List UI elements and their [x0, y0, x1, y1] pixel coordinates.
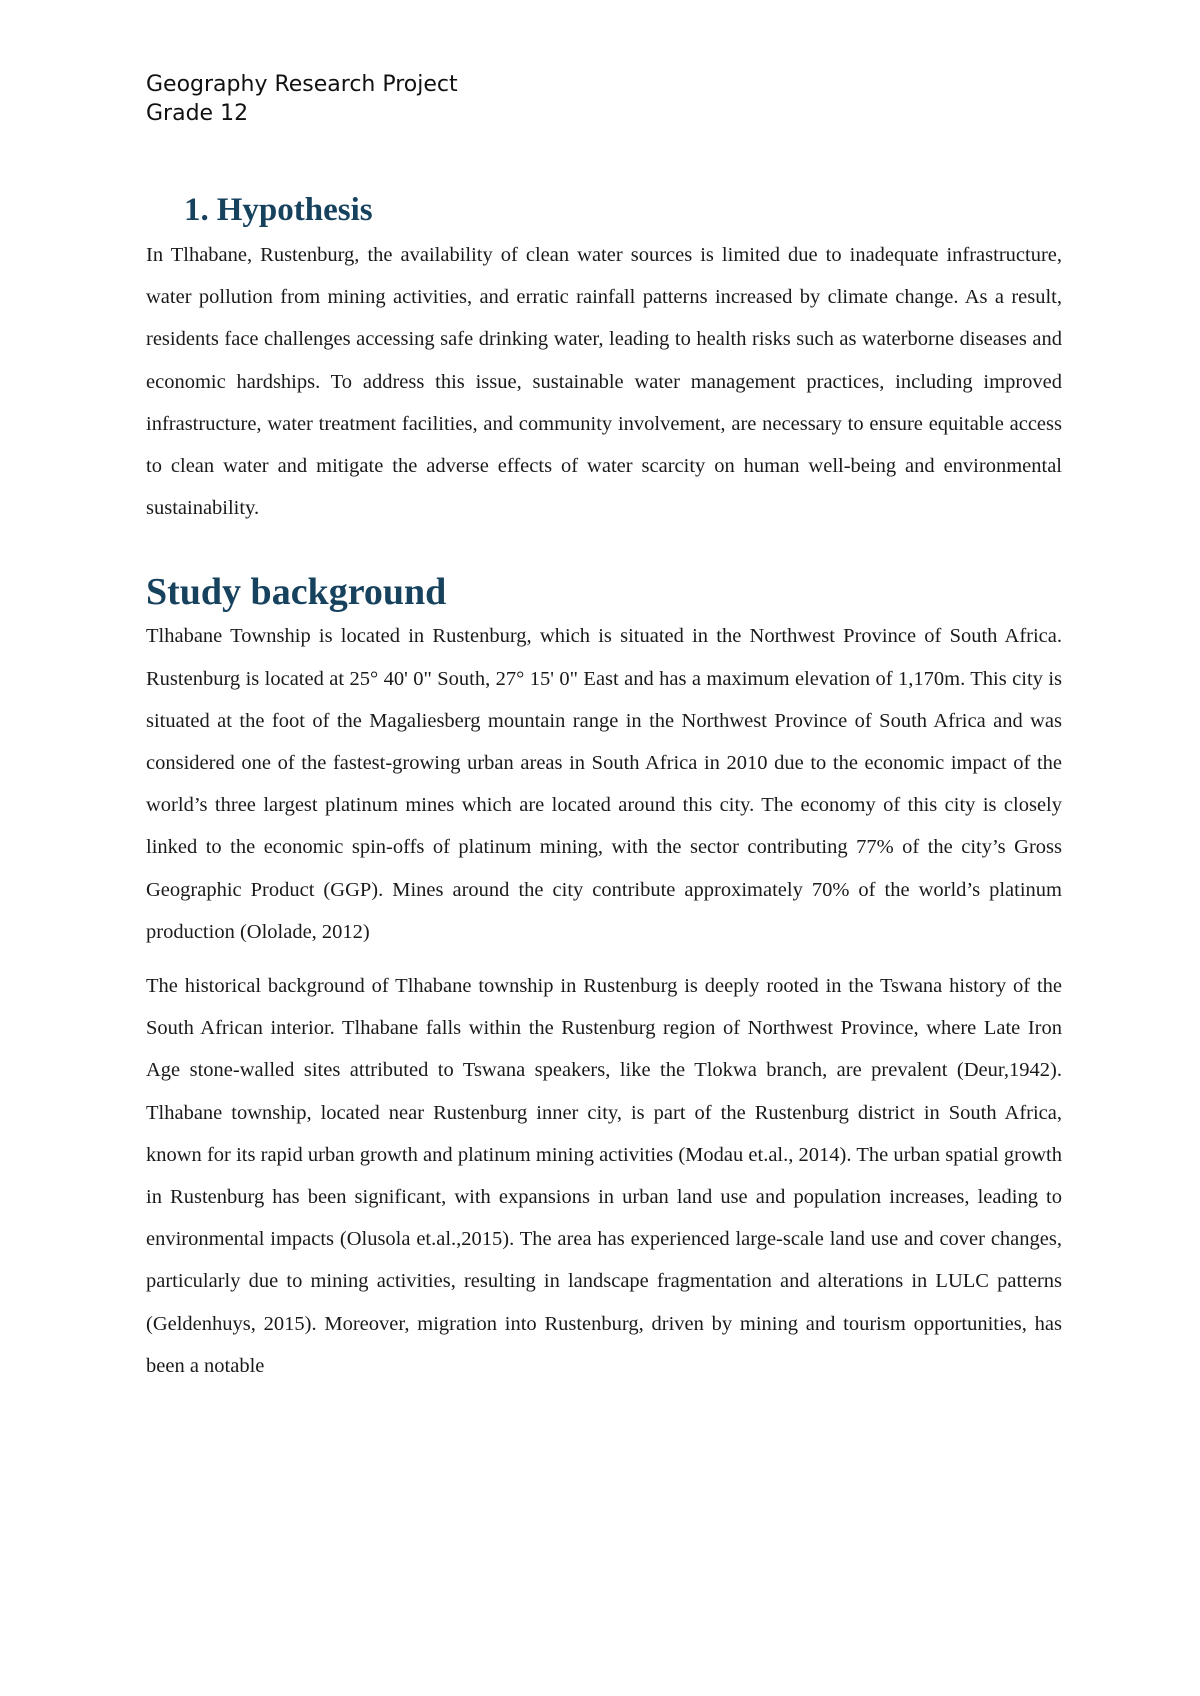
heading-text: Hypothesis: [216, 192, 373, 228]
heading-number: 1.: [184, 192, 209, 228]
hypothesis-paragraph: In Tlhabane, Rustenburg, the availability of clean water sources is limited due to inadequate infrastructure, water pollution from mining activities, and erratic rainfall patterns increased by climate change. As a result, residents face challenges accessing safe drinking water, leading to health risks such as waterborne diseases and economic hardships. To address this issue, sustainable water management practices, including improved infrastructure, water treatment facilities, and community involvement, are necessary to ensure equitable access to clean water and mitigate the adverse effects of water scarcity on human well-being and environmental sustainability.: [146, 244, 1062, 520]
study-background-paragraph-2: The historical background of Tlhabane township in Rustenburg is deeply rooted in the Tswana history of the South African interior. Tlhabane falls within the Rustenburg region of Northwest Province, where Late Iron Age stone-walled sites attributed to Tswana speakers, like the Tlokwa branch, are prevalent (Deur,1942). Tlhabane township, located near Rustenburg inner city, is part of the Rustenburg district in South Africa, known for its rapid urban growth and platinum mining activities (Modau et.al., 2014). The urban spatial growth in Rustenburg has been significant, with expansions in urban land use and population increases, leading to environmental impacts (Olusola et.al.,2015). The area has experienced large-scale land use and cover changes, particularly due to mining activities, resulting in landscape fragmentation and alterations in LULC patterns (Geldenhuys, 2015). Moreover, migration into Rustenburg, driven by mining and tourism opportunities, has been a notable: [146, 975, 1062, 1377]
study-background-heading: Study background: [146, 571, 447, 614]
grade-label: Grade 12: [146, 101, 249, 126]
document-body: [146, 190, 1062, 1387]
study-background-paragraph-1: Tlhabane Township is located in Rustenburg, which is situated in the Northwest Province of South Africa. Rustenburg is located at 25° 40' 0" South, 27° 15' 0" East and has a maximum elevation of 1,170m. This city is situated at the foot of the Magaliesberg mountain range in the Northwest Province of South Africa and was considered one of the fastest-growing urban areas in South Africa in 2010 due to the economic impact of the world’s three largest platinum mines which are located around this city. The economy of this city is closely linked to the economic spin-offs of platinum mining, with the sector contributing 77% of the city’s Gross Geographic Product (GGP). Mines around the city contribute approximately 70% of the world’s platinum production (Ololade, 2012): [146, 625, 1062, 943]
document-header: [146, 70, 458, 128]
hypothesis-heading: [184, 190, 1062, 230]
project-title: Geography Research Project: [146, 72, 458, 97]
